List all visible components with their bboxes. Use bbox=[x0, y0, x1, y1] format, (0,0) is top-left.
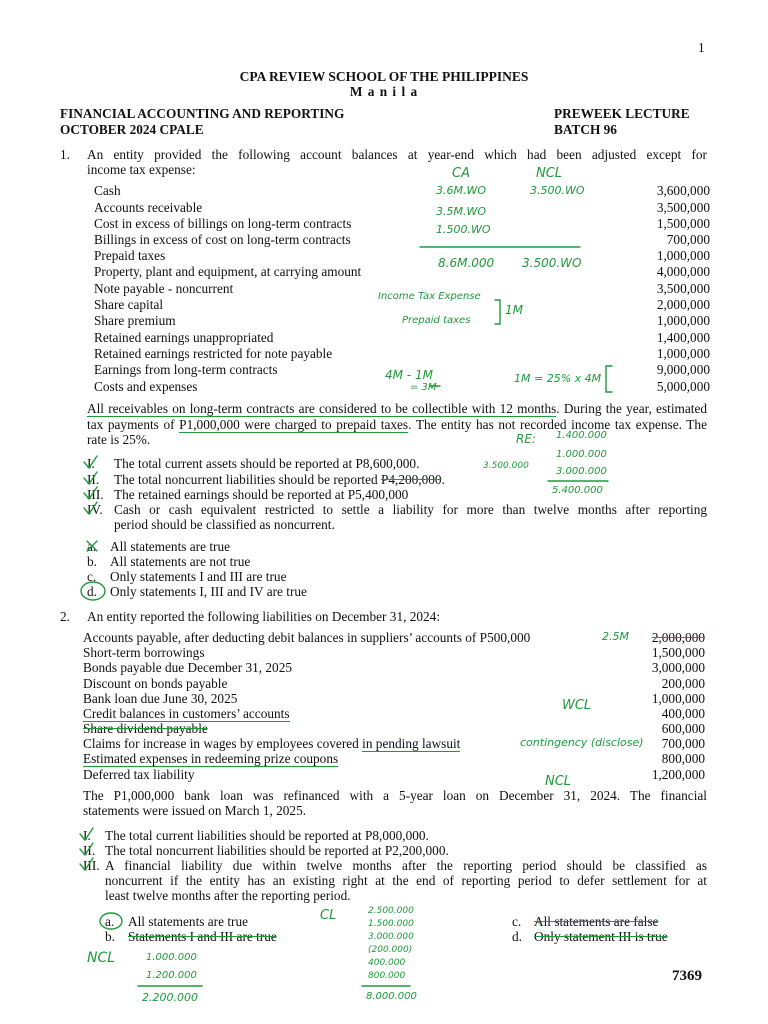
q2-paragraph-line2: statements were issued on March 1, 2025. bbox=[83, 803, 307, 818]
handwritten-earnings-note: = 3M bbox=[410, 382, 437, 393]
exam-title: OCTOBER 2024 CPALE bbox=[60, 122, 204, 137]
q1-account-value: 2,000,000 bbox=[656, 297, 710, 312]
q1-statement-num: I. bbox=[87, 456, 95, 471]
q2-statement-text: The total current liabilities should be reported at P8,000,000. bbox=[105, 828, 429, 843]
handwritten-cl-value: (200.000) bbox=[368, 945, 413, 955]
q2-liability-value: 400,000 bbox=[661, 706, 705, 721]
q2-stem: An entity reported the following liabilities on December 31, 2024: bbox=[87, 609, 441, 624]
footer-code: 7369 bbox=[672, 968, 702, 984]
handwritten-cl-value: 2.500.000 bbox=[368, 906, 414, 916]
handwritten-ncl-mid: NCL bbox=[545, 774, 572, 789]
q1-choice-letter: a. bbox=[87, 539, 97, 554]
handwritten-bracket bbox=[606, 366, 612, 392]
batch-title: BATCH 96 bbox=[554, 122, 617, 137]
q1-account-label: Cash bbox=[94, 183, 121, 198]
handwritten-ncl-bottom-total: 2.200.000 bbox=[142, 991, 198, 1004]
q2-choice-letter: d. bbox=[512, 929, 522, 944]
page-number: 1 bbox=[698, 40, 705, 55]
handwritten-re-value: 1.000.000 bbox=[556, 449, 607, 460]
q1-account-value: 3,500,000 bbox=[656, 281, 710, 296]
subject-title: FINANCIAL ACCOUNTING AND REPORTING bbox=[60, 106, 345, 121]
q1-account-value: 1,500,000 bbox=[656, 216, 710, 231]
handwritten-bracket bbox=[495, 300, 500, 324]
handwritten-ncl-bottom: NCL bbox=[87, 950, 116, 966]
q2-choice-text: All statements are true bbox=[128, 914, 248, 929]
handwritten-cl-value: 3.000.000 bbox=[368, 932, 414, 942]
q1-account-label: Cost in excess of billings on long-term contracts bbox=[94, 216, 352, 231]
q2-choice-letter: c. bbox=[512, 914, 522, 929]
q1-statement-text-end: . bbox=[441, 472, 445, 487]
q1-stem-line2: income tax expense: bbox=[87, 162, 196, 177]
q1-statement-text bbox=[114, 472, 445, 487]
school-name: CPA REVIEW SCHOOL OF THE PHILIPPINES bbox=[239, 69, 529, 84]
q1-para-underlined-1: All receivables on long-term contracts are considered to be collectible with 12 months bbox=[87, 401, 557, 416]
handwritten-tax-note: Income Tax Expense bbox=[378, 291, 481, 302]
lecture-title: PREWEEK LECTURE bbox=[554, 106, 690, 121]
q1-choice-text: Only statements I and III are true bbox=[110, 569, 287, 584]
q1-para-underlined-2: P1,000,000 were charged to prepaid taxes bbox=[179, 416, 409, 432]
q2-liability-label: Share dividend payable bbox=[83, 721, 208, 736]
q1-account-value: 700,000 bbox=[666, 232, 710, 247]
q1-account-label: Costs and expenses bbox=[94, 379, 198, 394]
q1-statement-text-part: The total noncurrent liabilities should be reported bbox=[114, 472, 381, 487]
q2-choice-letter: a. bbox=[105, 914, 115, 929]
q1-statement-num: II. bbox=[87, 472, 100, 487]
q2-statement-text: The total noncurrent liabilities should be reported at P2,200,000. bbox=[105, 843, 449, 858]
q2-choice-letter: b. bbox=[105, 929, 115, 944]
q2-liability-label-part: Claims for increase in wages by employees covered bbox=[83, 736, 363, 751]
q1-stem-line1: An entity provided the following account balances at year-end which had been adjusted except for bbox=[87, 147, 707, 162]
q2-choice-text: All statements are false bbox=[534, 914, 659, 929]
q1-choice-text: All statements are true bbox=[110, 539, 230, 554]
q1-account-label: Share capital bbox=[94, 297, 164, 312]
q2-liability-label: Accounts payable, after deducting debit balances in suppliers’ accounts of P500,000 bbox=[83, 630, 531, 645]
handwritten-ca-total: 8.6M.000 bbox=[438, 256, 495, 270]
handwritten-cl-total: 8.000.000 bbox=[366, 991, 417, 1002]
handwritten-ncl-bottom-value: 1.200.000 bbox=[146, 970, 197, 981]
handwritten-ca-value: 1.500.WO bbox=[436, 223, 491, 236]
q2-liability-value: 200,000 bbox=[661, 676, 705, 691]
q2-liability-label: Deferred tax liability bbox=[83, 767, 195, 782]
q2-statement-text: noncurrent if the entity has an existing right at the end of reporting period to defer settlement for at bbox=[105, 873, 707, 888]
q1-choice-letter: c. bbox=[87, 569, 97, 584]
q1-paragraph bbox=[87, 401, 707, 448]
q2-liability-value: 2,000,000 bbox=[651, 630, 705, 645]
q1-account-value: 5,000,000 bbox=[656, 379, 710, 394]
q1-choice-letter: d. bbox=[87, 584, 97, 599]
handwritten-ca-value: 3.5M.WO bbox=[436, 205, 487, 218]
q1-choice-letter: b. bbox=[87, 554, 97, 569]
q1-account-value: 9,000,000 bbox=[656, 362, 710, 377]
school-city: M a n i l a bbox=[349, 84, 419, 99]
q2-statement-text: least twelve months after the reporting period. bbox=[105, 888, 351, 903]
handwritten-earnings-note: 4M - 1M bbox=[385, 368, 433, 382]
q2-statement-text: A financial liability due within twelve months after the reporting period should be classified as bbox=[105, 858, 707, 873]
q1-account-label: Retained earnings restricted for note payable bbox=[94, 346, 333, 361]
q2-liability-label: Credit balances in customers’ accounts bbox=[83, 706, 290, 721]
q1-statement-num: III. bbox=[87, 487, 104, 502]
q1-para-text-1: . During the year, estimated tax payments of bbox=[87, 401, 708, 432]
handwritten-cl-label: CL bbox=[320, 908, 337, 923]
handwritten-cl-value: 800.000 bbox=[368, 971, 406, 981]
q1-choice-text: Only statements I, III and IV are true bbox=[110, 584, 307, 599]
q2-liability-label: Discount on bonds payable bbox=[83, 676, 228, 691]
handwritten-re-total: 5.400.000 bbox=[552, 485, 603, 496]
handwritten-contingency: contingency (disclose) bbox=[520, 736, 644, 749]
q1-statement-num: IV. bbox=[87, 502, 103, 517]
handwritten-ca: CA bbox=[452, 166, 470, 181]
q2-liability-label: Bonds payable due December 31, 2025 bbox=[83, 660, 292, 675]
handwritten-cl-value: 400.000 bbox=[368, 958, 406, 968]
q2-liability-label: Short-term borrowings bbox=[83, 645, 205, 660]
q1-statement-text: Cash or cash equivalent restricted to settle a liability for more than twelve months after reporting bbox=[114, 502, 707, 517]
q2-choice-text: Statements I and III are true bbox=[128, 929, 277, 944]
q2-liability-label: Bank loan due June 30, 2025 bbox=[83, 691, 238, 706]
q2-statement-num: III. bbox=[83, 858, 100, 873]
q1-account-label: Earnings from long-term contracts bbox=[94, 362, 278, 377]
q1-account-value: 1,400,000 bbox=[656, 330, 710, 345]
handwritten-ca-value: 3.6M.WO bbox=[436, 184, 487, 197]
q1-account-label: Accounts receivable bbox=[94, 200, 203, 215]
handwritten-tax-note: Prepaid taxes bbox=[402, 315, 471, 326]
q2-liability-value: 1,200,000 bbox=[651, 767, 705, 782]
handwritten-tax-amount: 1M bbox=[505, 303, 523, 317]
q1-account-value: 3,600,000 bbox=[656, 183, 710, 198]
q2-liability-label bbox=[83, 751, 338, 766]
q1-account-value: 1,000,000 bbox=[656, 248, 710, 263]
q2-liability-label-underlined: Estimated expenses in redeeming prize coupons bbox=[83, 751, 339, 766]
q2-liability-label-underlined: in pending lawsuit bbox=[362, 736, 461, 751]
q1-account-value: 4,000,000 bbox=[656, 264, 710, 279]
q2-statement-num: II. bbox=[83, 843, 96, 858]
handwritten-wcl: WCL bbox=[562, 698, 592, 713]
q1-account-label: Share premium bbox=[94, 313, 176, 328]
q1-account-value: 1,000,000 bbox=[656, 313, 710, 328]
handwritten-ncl: NCL bbox=[536, 166, 563, 181]
q1-account-label: Prepaid taxes bbox=[94, 248, 166, 263]
q1-choice-text: All statements are not true bbox=[110, 554, 251, 569]
q1-number: 1. bbox=[60, 147, 70, 162]
handwritten-re-value: 1.400.000 bbox=[556, 430, 607, 441]
q2-number: 2. bbox=[60, 609, 70, 624]
handwritten-ap-note: 2.5M bbox=[602, 630, 629, 643]
q2-liability-value: 700,000 bbox=[661, 736, 705, 751]
handwritten-ncl-bottom-value: 1.000.000 bbox=[146, 952, 197, 963]
q1-account-label: Retained earnings unappropriated bbox=[94, 330, 274, 345]
q2-liability-value: 3,000,000 bbox=[651, 660, 705, 675]
q1-account-label: Note payable - noncurrent bbox=[94, 281, 234, 296]
handwritten-ncl-sum: 3.500.000 bbox=[483, 461, 529, 471]
q2-liability-value: 1,000,000 bbox=[651, 691, 705, 706]
q2-liability-value: 800,000 bbox=[661, 751, 705, 766]
q1-account-value: 1,000,000 bbox=[656, 346, 710, 361]
q1-statement-struck-value: P4,200,000 bbox=[380, 472, 442, 487]
q2-statement-num: I. bbox=[83, 828, 91, 843]
q1-statement-text: period should be classified as noncurrent. bbox=[114, 517, 335, 532]
handwritten-ncl-total: 3.500.WO bbox=[522, 256, 582, 270]
q1-account-label: Billings in excess of cost on long-term contracts bbox=[94, 232, 351, 247]
handwritten-ncl-value: 3.500.WO bbox=[530, 184, 585, 197]
q2-liability-label bbox=[83, 736, 460, 751]
q2-liability-value: 1,500,000 bbox=[651, 645, 705, 660]
q2-choice-text: Only statement III is true bbox=[534, 929, 668, 944]
q1-statement-text: The total current assets should be reported at P8,600,000. bbox=[114, 456, 420, 471]
handwritten-re-value: 3.000.000 bbox=[556, 466, 607, 477]
q2-liability-value: 600,000 bbox=[661, 721, 705, 736]
q1-account-value: 3,500,000 bbox=[656, 200, 710, 215]
q1-account-label: Property, plant and equipment, at carrying amount bbox=[94, 264, 362, 279]
q1-para-text-2: . The entity has not recorded income tax expense. The rate is 25%. bbox=[87, 416, 707, 448]
q1-statement-text: The retained earnings should be reported at P5,400,000 bbox=[114, 487, 409, 502]
handwritten-cl-value: 1.500.000 bbox=[368, 919, 414, 929]
q2-paragraph-line1: The P1,000,000 bank loan was refinanced with a 5-year loan on December 31, 2024. The financial bbox=[83, 788, 707, 803]
handwritten-re-label: RE: bbox=[516, 432, 536, 446]
handwritten-tax-calc: 1M = 25% x 4M bbox=[514, 372, 602, 385]
